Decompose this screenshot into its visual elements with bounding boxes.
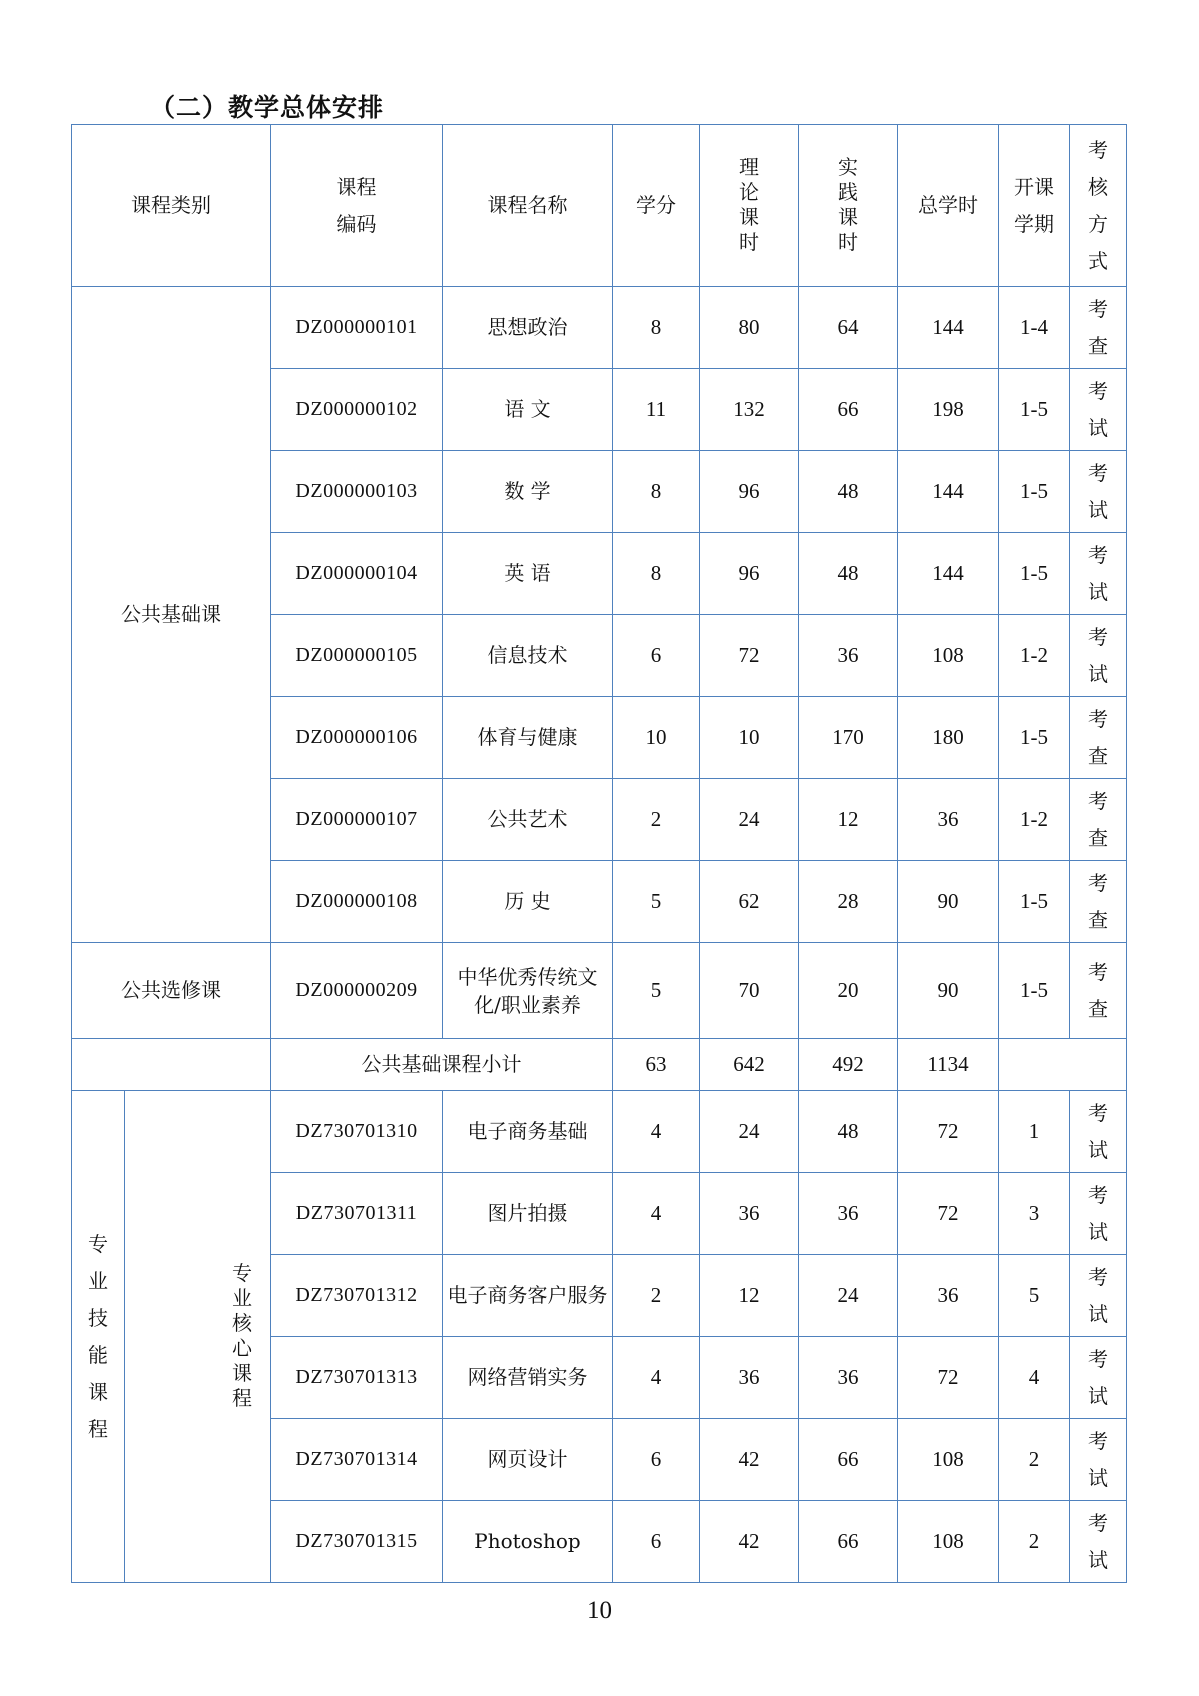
header-theory-hours: 理论课时: [700, 125, 799, 287]
exam-method-text: 考试: [1088, 1264, 1108, 1326]
practice-hours-cell: 170: [799, 697, 898, 779]
term-cell: 4: [999, 1337, 1070, 1419]
practice-hours-cell: 66: [799, 369, 898, 451]
credits-cell: 2: [613, 779, 700, 861]
exam-cell: [1070, 861, 1127, 943]
subtotal-blank: [72, 1039, 271, 1091]
term-cell: 1-5: [999, 451, 1070, 533]
credits-cell: 2: [613, 1255, 700, 1337]
practice-hours-cell: 20: [799, 943, 898, 1039]
course-name-cell: 历 史: [443, 861, 613, 943]
theory-hours-cell: 42: [700, 1419, 799, 1501]
table-row: [72, 1091, 1127, 1173]
course-name-cell: 图片拍摄: [443, 1173, 613, 1255]
subtotal-blank-end: [999, 1039, 1127, 1091]
exam-cell: [1070, 287, 1127, 369]
theory-hours-cell: 24: [700, 1091, 799, 1173]
term-cell: 1-5: [999, 861, 1070, 943]
exam-cell: [1070, 615, 1127, 697]
page-number: 10: [587, 1597, 612, 1624]
total-hours-cell: 108: [898, 1501, 999, 1583]
course-code-cell: DZ000000104: [271, 533, 443, 615]
practice-hours-cell: 48: [799, 1091, 898, 1173]
total-hours-cell: 144: [898, 533, 999, 615]
course-name-cell: 思想政治: [443, 287, 613, 369]
practice-hours-cell: 64: [799, 287, 898, 369]
category-public-basic: 公共基础课: [72, 287, 271, 943]
total-hours-cell: 90: [898, 861, 999, 943]
total-hours-cell: 108: [898, 1419, 999, 1501]
exam-cell: [1070, 1337, 1127, 1419]
course-code-cell: DZ730701314: [271, 1419, 443, 1501]
category-public-elective: 公共选修课: [72, 943, 271, 1039]
theory-hours-cell: 10: [700, 697, 799, 779]
practice-hours-cell: 48: [799, 451, 898, 533]
table-row: [72, 943, 1127, 1039]
core-subcategory-text: 专业核心课程: [232, 1261, 252, 1410]
term-cell: 1-5: [999, 943, 1070, 1039]
course-name-cell: 公共艺术: [443, 779, 613, 861]
total-hours-cell: 72: [898, 1091, 999, 1173]
credits-cell: 4: [613, 1173, 700, 1255]
exam-method-text: 考试: [1088, 1346, 1108, 1408]
practice-hours-cell: 66: [799, 1419, 898, 1501]
practice-hours-cell: 24: [799, 1255, 898, 1337]
total-hours-cell: 108: [898, 615, 999, 697]
exam-method-text: 考试: [1088, 624, 1108, 686]
practice-hours-cell: 66: [799, 1501, 898, 1583]
course-name-cell: 数 学: [443, 451, 613, 533]
course-code-cell: DZ730701313: [271, 1337, 443, 1419]
exam-method-text: 考试: [1088, 378, 1108, 440]
exam-method-text: 考试: [1088, 542, 1108, 604]
course-code-cell: DZ000000101: [271, 287, 443, 369]
course-name-cell: 体育与健康: [443, 697, 613, 779]
category-professional: [72, 1091, 125, 1583]
term-cell: 2: [999, 1501, 1070, 1583]
subtotal-row: [72, 1039, 1127, 1091]
exam-cell: [1070, 943, 1127, 1039]
subtotal-practice-hours: 492: [799, 1039, 898, 1091]
credits-cell: 5: [613, 861, 700, 943]
exam-method-text: 考试: [1088, 1510, 1108, 1572]
header-row: [72, 125, 1127, 287]
credits-cell: 4: [613, 1337, 700, 1419]
theory-hours-cell: 36: [700, 1173, 799, 1255]
exam-cell: [1070, 1091, 1127, 1173]
course-name-cell: Photoshop: [443, 1501, 613, 1583]
header-total-hours: 总学时: [898, 125, 999, 287]
header-exam-method: 考核方式: [1070, 125, 1127, 287]
professional-category-text: 专业技能课程: [88, 1231, 108, 1441]
course-name-cell: 英 语: [443, 533, 613, 615]
exam-method-text: 考查: [1088, 788, 1108, 850]
credits-cell: 11: [613, 369, 700, 451]
course-name-cell: 电子商务基础: [443, 1091, 613, 1173]
term-cell: 1-5: [999, 369, 1070, 451]
total-hours-cell: 144: [898, 451, 999, 533]
header-code: 课程编码: [271, 125, 443, 287]
credits-cell: 8: [613, 533, 700, 615]
term-cell: 1-5: [999, 697, 1070, 779]
practice-hours-cell: 12: [799, 779, 898, 861]
theory-hours-cell: 12: [700, 1255, 799, 1337]
practice-hours-cell: 28: [799, 861, 898, 943]
course-name-cell: 信息技术: [443, 615, 613, 697]
credits-cell: 4: [613, 1091, 700, 1173]
credits-cell: 6: [613, 1419, 700, 1501]
course-code-cell: DZ000000106: [271, 697, 443, 779]
theory-hours-cell: 24: [700, 779, 799, 861]
course-code-cell: DZ000000105: [271, 615, 443, 697]
practice-hours-cell: 36: [799, 1173, 898, 1255]
term-cell: 1-2: [999, 615, 1070, 697]
exam-method-text: 考试: [1088, 1100, 1108, 1162]
total-hours-cell: 198: [898, 369, 999, 451]
theory-hours-cell: 72: [700, 615, 799, 697]
exam-method-text: 考试: [1088, 1428, 1108, 1490]
total-hours-cell: 144: [898, 287, 999, 369]
practice-hours-cell: 36: [799, 615, 898, 697]
practice-hours-cell: 48: [799, 533, 898, 615]
course-code-cell: DZ730701311: [271, 1173, 443, 1255]
theory-hours-cell: 96: [700, 533, 799, 615]
theory-hours-cell: 96: [700, 451, 799, 533]
total-hours-cell: 36: [898, 1255, 999, 1337]
term-cell: 1-4: [999, 287, 1070, 369]
term-cell: 3: [999, 1173, 1070, 1255]
theory-hours-cell: 132: [700, 369, 799, 451]
subtotal-total-hours: 1134: [898, 1039, 999, 1091]
theory-hours-cell: 42: [700, 1501, 799, 1583]
exam-method-text: 考查: [1088, 870, 1108, 932]
exam-method-text: 考查: [1088, 296, 1108, 358]
term-cell: 5: [999, 1255, 1070, 1337]
course-name-cell: 电子商务客户服务: [443, 1255, 613, 1337]
total-hours-cell: 72: [898, 1337, 999, 1419]
course-code-cell: DZ730701315: [271, 1501, 443, 1583]
term-cell: 1-2: [999, 779, 1070, 861]
course-code-cell: DZ730701312: [271, 1255, 443, 1337]
credits-cell: 5: [613, 943, 700, 1039]
practice-hours-cell: 36: [799, 1337, 898, 1419]
exam-cell: [1070, 1501, 1127, 1583]
exam-cell: [1070, 1173, 1127, 1255]
course-code-cell: DZ000000102: [271, 369, 443, 451]
term-cell: 1: [999, 1091, 1070, 1173]
course-name-cell: 网络营销实务: [443, 1337, 613, 1419]
credits-cell: 6: [613, 1501, 700, 1583]
course-code-cell: DZ000000209: [271, 943, 443, 1039]
course-code-cell: DZ000000108: [271, 861, 443, 943]
term-cell: 2: [999, 1419, 1070, 1501]
credits-cell: 8: [613, 287, 700, 369]
credits-cell: 8: [613, 451, 700, 533]
course-code-cell: DZ000000103: [271, 451, 443, 533]
course-name-cell: 语 文: [443, 369, 613, 451]
exam-cell: [1070, 451, 1127, 533]
course-code-cell: DZ730701310: [271, 1091, 443, 1173]
subtotal-label: 公共基础课程小计: [271, 1039, 613, 1091]
total-hours-cell: 72: [898, 1173, 999, 1255]
exam-method-text: 考试: [1088, 460, 1108, 522]
exam-method-text: 考查: [1088, 959, 1108, 1021]
credits-cell: 6: [613, 615, 700, 697]
theory-hours-cell: 80: [700, 287, 799, 369]
subtotal-credits: 63: [613, 1039, 700, 1091]
teaching-schedule-table: [71, 124, 1127, 1583]
table-row: [72, 287, 1127, 369]
exam-cell: [1070, 369, 1127, 451]
exam-cell: [1070, 533, 1127, 615]
section-title: （二）教学总体安排: [150, 93, 385, 122]
total-hours-cell: 36: [898, 779, 999, 861]
header-term: 开课学期: [999, 125, 1070, 287]
exam-method-text: 考查: [1088, 706, 1108, 768]
exam-cell: [1070, 1255, 1127, 1337]
exam-method-text: 考试: [1088, 1182, 1108, 1244]
total-hours-cell: 180: [898, 697, 999, 779]
exam-cell: [1070, 1419, 1127, 1501]
theory-hours-cell: 70: [700, 943, 799, 1039]
course-name-cell: 网页设计: [443, 1419, 613, 1501]
course-name-cell: 中华优秀传统文化/职业素养: [443, 943, 613, 1039]
term-cell: 1-5: [999, 533, 1070, 615]
header-practice-hours: 实践课时: [799, 125, 898, 287]
header-name: 课程名称: [443, 125, 613, 287]
header-category: 课程类别: [72, 125, 271, 287]
subtotal-theory-hours: 642: [700, 1039, 799, 1091]
theory-hours-cell: 62: [700, 861, 799, 943]
exam-cell: [1070, 697, 1127, 779]
credits-cell: 10: [613, 697, 700, 779]
header-credits: 学分: [613, 125, 700, 287]
total-hours-cell: 90: [898, 943, 999, 1039]
theory-hours-cell: 36: [700, 1337, 799, 1419]
course-code-cell: DZ000000107: [271, 779, 443, 861]
subcategory-core: [125, 1091, 271, 1583]
exam-cell: [1070, 779, 1127, 861]
